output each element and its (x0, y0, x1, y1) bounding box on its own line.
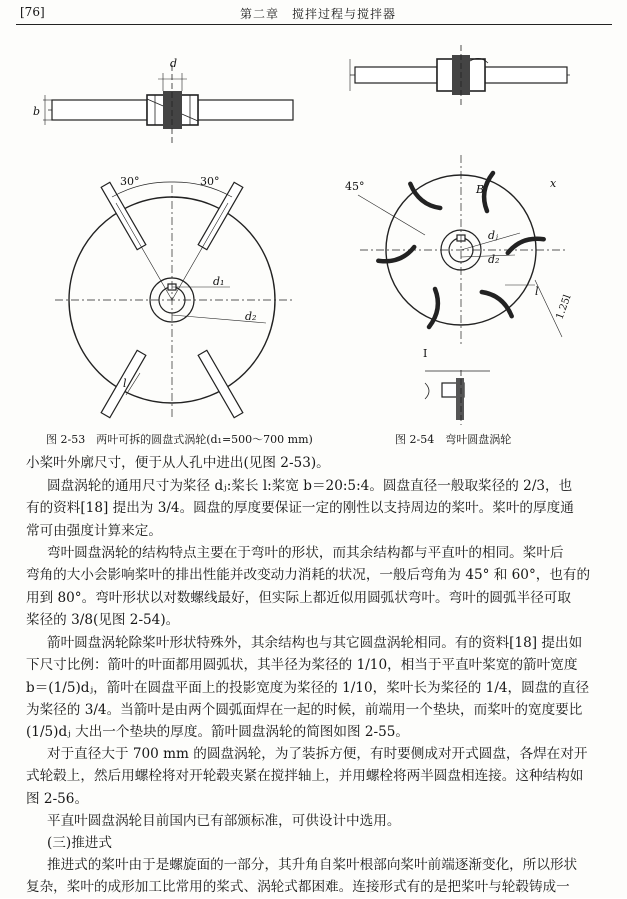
section-heading-propeller (47, 832, 602, 854)
label-B: B (476, 183, 485, 196)
text-line: 弯角的大小会影响桨叶的排出性能并改变动力消耗的状况，一般后弯角为 45° 和 60°，也有的 (26, 567, 591, 584)
header-rule (16, 24, 612, 25)
label-angle-45: 45° (345, 180, 365, 193)
label-1-25l: 1.25l (554, 293, 574, 322)
figure-2-54-curved-blade-turbine (330, 45, 600, 425)
label-l: l (123, 377, 127, 390)
paragraph-6 (47, 810, 602, 832)
label-l: l (535, 285, 539, 298)
text-line: 式轮毂上，然后用螺栓将对开轮毂夹紧在搅拌轴上，并用螺栓将两半圆盘相连接。这种结构如 (26, 768, 584, 785)
text-line: 弯叶圆盘涡轮的结构特点主要在于弯叶的形状，而其余结构都与平直叶的相同。桨叶后 (47, 545, 564, 561)
fig254-section-detail (425, 370, 490, 425)
text-line: 复杂，桨叶的成形加工比常用的桨式、涡轮式都困难。连接形式有的是把桨叶与轮毂铸成一 (26, 879, 570, 896)
label-dj: dⱼ (488, 229, 498, 242)
paragraph-1 (26, 452, 601, 474)
text-line: b＝(1/5)dⱼ，箭叶在圆盘平面上的投影宽度为桨径的 1/10，桨叶长为桨径的 1/4，圆盘的直径 (26, 679, 590, 696)
text-line: 用到 80°。弯叶形状以对数螺线最好，但实际上都近似用圆弧状弯叶。弯叶的圆弧半径可取 (26, 589, 571, 606)
text-line: 圆盘涡轮的通用尺寸为桨径 dⱼ:桨长 l:桨宽 b＝20:5:4。圆盘直径一般取桨径的 2/3，也 (47, 478, 573, 494)
fig254-plan-view (358, 155, 565, 345)
paragraph-7 (26, 854, 602, 899)
fig253-plan-view (55, 182, 292, 418)
text-line: 箭叶圆盘涡轮除桨叶形状特殊外，其余结构也与其它圆盘涡轮相同。有的资料[18] 提出如 (47, 635, 583, 651)
label-section-I: I (423, 347, 428, 360)
blade-lower-right (198, 350, 243, 417)
text-line: 下尺寸比例：箭叶的叶面都用圆弧状，其半径为桨径的 1/10，相当于平直叶桨宽的箭叶宽度 (26, 657, 578, 674)
text-line: 推进式的桨叶由于是螺旋面的一部分，其升角自桨叶根部向桨叶前端逐渐变化，所以形状 (47, 857, 578, 873)
figure-2-53-disc-turbine (30, 55, 320, 425)
text-line: (1/5)dⱼ 大出一个垫块的厚度。箭叶圆盘涡轮的简图如图 2-55。 (26, 724, 410, 741)
label-angle-30-left: 30° (120, 175, 140, 188)
label-dw: d₂ (488, 253, 500, 266)
label-x: x (550, 177, 557, 190)
fig253-side-view (43, 65, 293, 145)
paragraph-5 (26, 743, 602, 810)
text-line: 对于直径大于 700 mm 的圆盘涡轮，为了装拆方便，有时要侧成对开式圆盘，各焊在对开 (47, 746, 588, 762)
label-angle-30-right: 30° (200, 175, 220, 188)
text-line: 图 2-56。 (26, 790, 89, 807)
fig254-side-view (350, 45, 570, 105)
label-d1: d₁ (213, 275, 225, 288)
running-header: 第二章 搅拌过程与搅拌器 (240, 7, 397, 21)
paragraph-4 (26, 632, 602, 743)
label-b: b (33, 105, 41, 118)
paragraph-3 (26, 542, 602, 631)
caption-figure-2-53: 图 2-53 两叶可拆的圆盘式涡轮(d₁=500～700 mm) (46, 433, 313, 446)
page-number: [76] (20, 5, 45, 19)
text-line: 桨径的 3/8(见图 2-54)。 (26, 611, 180, 628)
text-line: 常可由强度计算来定。 (26, 522, 162, 539)
text-line: 为桨径的 3/4。当箭叶是由两个圆弧面焊在一起的时候，前端用一个垫块，而桨叶的宽度要比 (26, 701, 583, 718)
text-line: 有的资料[18] 提出为 3/4。圆盘的厚度要保证一定的刚性以支持周边的桨叶。桨叶的厚度通 (26, 500, 574, 517)
caption-figure-2-54: 图 2-54 弯叶圆盘涡轮 (395, 433, 512, 446)
text-line: 小桨叶外廓尺寸，便于从人孔中进出(见图 2-53)。 (26, 455, 330, 471)
paragraph-2 (26, 475, 602, 542)
label-d2: d₂ (245, 310, 257, 323)
text-line: 平直叶圆盘涡轮目前国内已有部颁标准，可供设计中选用。 (47, 813, 401, 829)
text-line: (三)推进式 (47, 835, 112, 851)
label-d: d (170, 57, 178, 70)
